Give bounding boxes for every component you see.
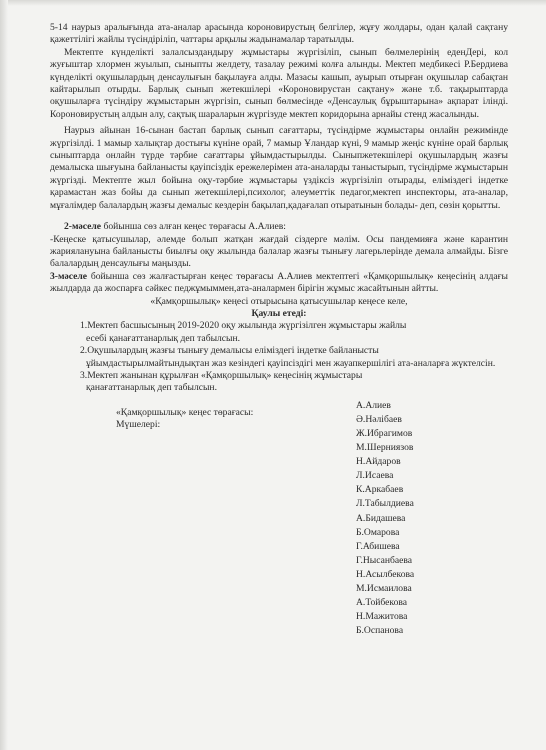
decision-item-1-line1: 1.Мектеп басшысының 2019-2020 оқу жылында жүргізілген жұмыстары жайлы — [80, 320, 407, 332]
decision-item-1 — [80, 320, 508, 345]
scan-edge-shadow-left — [0, 0, 8, 750]
member-name: Н.Мажитова — [356, 611, 408, 623]
member-name: М.Исмаилова — [356, 583, 412, 594]
member-name: Б.Омарова — [356, 526, 400, 538]
decision-item-2 — [80, 345, 508, 370]
member-name: Б.Оспанова — [356, 625, 404, 637]
decision-item-3-line1: 3.Мектеп жанынан құрылған «Қамқоршылық» кеңесінің жұмыстары — [80, 369, 363, 381]
member-name: Н.Асылбекова — [356, 568, 415, 580]
decision-item-3-line2: қанағаттанарлық деп табылсын. — [86, 382, 217, 394]
member-name: Н.Айдаров — [356, 456, 401, 468]
issue-2-intro — [50, 221, 508, 233]
signature-block — [50, 399, 508, 637]
member-name: А.Алиев — [356, 399, 391, 411]
document-body — [50, 22, 508, 637]
member-name: Ж.Ибрагимов — [356, 427, 413, 439]
issue-3-label: 3-мәселе — [50, 270, 88, 282]
issue-2-lead: бойынша сөз алған кеңес төрағасы А.Алиев: — [101, 221, 286, 233]
member-name: Л.Табылдиева — [356, 498, 414, 510]
decision-heading: Қаулы етеді: — [251, 307, 307, 319]
member-name: А.Бидашева — [356, 512, 406, 524]
scan-edge-shadow-top — [0, 0, 546, 6]
member-name: Г.Нысанбаева — [356, 554, 413, 566]
paragraph-online-work: Наурыз айынан 16-сынан бастап барлық сынып сағаттары, түсіндірме жұмыстары онлайн режимінде жүргізілді. 1 мамыр халықтар достығы күніне орай, 7 мамыр Ұландар күні, 9 мамыр жеңіс күніне орай барлық сыныптарда онлайн түрде тәрбие сағаттары ұйымдастырылды. Сыныпжетекшілері оқушылардың жазғы демалыска шығуына байланысты қауіпсіздік ережелерімен ата-аналарды таныстырып, түсіндірме жұмыстарын жүргізді. Мектепте жыл бойына оқу-тәрбие жұмыстары үздіксіз жүргізіліп отырады, еліміздегі індетке қарамастан жаз бойы да сынып жетекшілері,психолог, әлеуметтік педагог,мектеп инспекторы, ата-аналар, мұғалімдер балалардың жазғы демалыс кездерін бақылап,қадағалап отыратынын болады- деп, сөзін қорытты. — [50, 125, 508, 211]
decision-item-3 — [80, 370, 508, 395]
issue-3-body: бойынша сөз жалғастырған кеңес төрағасы А.Алиев мектептегі «Қамқоршылық» кеңесінің алдағы жылдарда да жоспарға сәйкес педжұмыммен,ата-аналармен бірігін жұмыс жасайтынын айтты. — [50, 270, 508, 295]
issue-2-text: -Кеңеске қатысушылар, әлемде болып жатқан жағдай сіздерге мәлім. Осы пандемияға және карантин жариялануына байланысты биылғы оқу жылында балалар жазғы тынығу лагерьлерінде демала алмайды. Бізге балалардың денсаулығы маңызды. — [50, 233, 508, 270]
member-name: К.Аркабаев — [356, 484, 404, 496]
chair-label: «Қамқоршылық» кеңес төрағасы: — [116, 406, 254, 418]
decision-item-2-line1: 2.Оқушылардың жазғы тынығу демалысы еліміздегі індетке байланысты — [80, 345, 379, 357]
paragraph-awareness: 5-14 наурыз аралығында ата-аналар арасында короновирустың белгілер, жұғу жолдары, одан қалай сақтану қажеттілігі жайлы түсіндірілiп, чаттары арқылы жадынамалар таратылды. — [50, 22, 508, 46]
member-name-list — [356, 399, 414, 639]
issue-3-closing: «Қамқоршылық» кеңесі отырысына қатысушылар кеңесе келе, — [150, 295, 408, 307]
member-name: Л.Исаева — [356, 470, 394, 482]
signature-labels — [116, 407, 253, 432]
decision-list — [50, 320, 508, 394]
members-label: Мүшелері: — [116, 419, 161, 431]
issue-2-label: 2-мәселе — [64, 221, 102, 233]
decision-item-2-line2: ұйымдастырылмайтындықтан жаз кезіндегі қауіпсіздігі мен жауапкершілігі ата-аналарға жүктелсін. — [86, 357, 496, 369]
paragraph-disinfection: Мектепте күнделікті залалсыздандыру жұмыстары жүргізіліп, сынып бөлмелерінің еденДері, кол жуғыштар хлормен жуылып, сыныпты желдету, тазалау режимі колға алынды. Мектеп медбикесі Р.Бердиева күнделікті оқушылардың денсаулығын бақылауға алды. Мазасы кашып, ауырып отырған оқушылар сабақтан кайтарылып отырды. Барлық сынып жетекшілері «Короновирустан сақтану» және т.б. тақырыптарда оқушыларға түсіндіру жұмыстарын жүргізіп, сынып бөлмесінде «Денсаулық бұрыштарына» ақпарат ілінді. Короновирустың алдын алу, сақтық шараларын жүргізуде мектеп коридорына арнайы стенд жасалынды. — [50, 46, 508, 120]
member-name: А.Тойбекова — [356, 597, 408, 609]
issue-3-text — [50, 271, 508, 296]
member-name: М.Шерниязов — [356, 442, 414, 454]
decision-item-1-line2: есебі қанағаттанарлық деп табылсын. — [86, 332, 241, 344]
member-name: Ә.Нәлібаев — [356, 413, 402, 425]
member-name: Г.Абишева — [356, 540, 400, 552]
